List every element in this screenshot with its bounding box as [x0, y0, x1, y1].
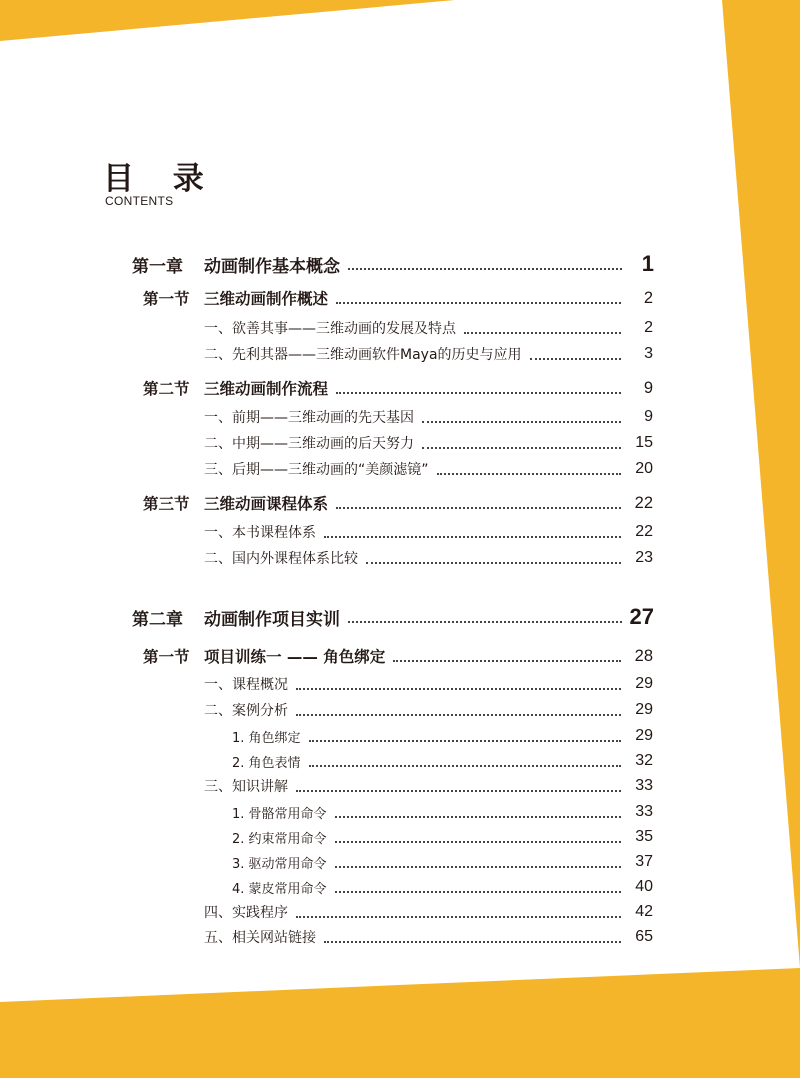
section-number: 第二节 — [143, 380, 190, 398]
toc-entry-item — [204, 405, 653, 429]
dot-leader — [348, 268, 622, 270]
section-number: 第一节 — [143, 648, 190, 666]
section-title: 三维动画制作概述 — [204, 290, 329, 308]
page-number: 29 — [635, 727, 653, 744]
dot-leader — [296, 714, 621, 716]
dot-leader — [366, 562, 621, 564]
toc-entry-item — [204, 900, 653, 924]
toc-title: 目 录 — [103, 161, 218, 197]
sub-title: 2. 角色表情 — [232, 755, 301, 771]
page-number: 22 — [635, 523, 653, 540]
dot-leader — [296, 790, 621, 792]
section-title: 三维动画课程体系 — [204, 495, 329, 513]
dot-leader — [422, 447, 621, 449]
page-number: 23 — [635, 549, 653, 566]
item-title: 五、相关网站链接 — [204, 930, 316, 946]
dot-leader — [437, 473, 621, 475]
page-number: 33 — [635, 777, 653, 794]
dot-leader — [336, 302, 621, 304]
dot-leader — [335, 891, 621, 893]
toc-entry-section — [143, 644, 653, 668]
item-title: 一、课程概况 — [204, 677, 288, 693]
toc-entry-item — [204, 546, 653, 570]
toc-entry-item — [204, 342, 653, 366]
toc-entry-section — [143, 286, 653, 310]
toc-subtitle: CONTENTS — [105, 194, 174, 208]
toc-entry-sub — [232, 749, 653, 773]
toc-entry-sub — [232, 724, 653, 748]
page-number: 33 — [635, 803, 653, 820]
page-number: 29 — [635, 701, 653, 718]
dot-leader — [348, 621, 622, 623]
chapter-title: 动画制作项目实训 — [204, 609, 340, 630]
dot-leader — [530, 358, 621, 360]
page-number: 42 — [635, 903, 653, 920]
dot-leader — [422, 421, 621, 423]
chapter-number: 第二章 — [132, 609, 183, 630]
page-number: 20 — [635, 460, 653, 477]
page-number: 37 — [635, 853, 653, 870]
page-number: 15 — [635, 434, 653, 451]
page-number: 29 — [635, 675, 653, 692]
dot-leader — [296, 916, 621, 918]
sub-title: 1. 角色绑定 — [232, 730, 301, 746]
dot-leader — [393, 660, 621, 662]
toc-entry-sub — [232, 850, 653, 874]
dot-leader — [324, 941, 621, 943]
sub-title: 3. 驱动常用命令 — [232, 856, 327, 872]
page-number: 2 — [643, 288, 653, 307]
chapter-number: 第一章 — [132, 256, 183, 277]
page-number: 40 — [635, 878, 653, 895]
sub-title: 2. 约束常用命令 — [232, 831, 327, 847]
dot-leader — [336, 392, 621, 394]
toc-entry-item — [204, 925, 653, 949]
toc-entry-item — [204, 431, 653, 455]
page-number: 3 — [644, 345, 653, 362]
toc-entry-chapter — [132, 252, 654, 276]
page-number: 22 — [634, 493, 653, 512]
dot-leader — [335, 816, 621, 818]
dot-leader — [296, 688, 621, 690]
toc-entry-item — [204, 520, 653, 544]
section-number: 第一节 — [143, 290, 190, 308]
section-title: 三维动画制作流程 — [204, 380, 329, 398]
sub-title: 1. 骨骼常用命令 — [232, 806, 327, 822]
dot-leader — [309, 765, 621, 767]
toc-entry-item — [204, 672, 653, 696]
chapter-title: 动画制作基本概念 — [204, 256, 340, 277]
toc-entry-item — [204, 698, 653, 722]
section-title: 项目训练一 —— 角色绑定 — [204, 648, 386, 666]
dot-leader — [464, 332, 621, 334]
toc-entry-section — [143, 491, 653, 515]
toc-entry-sub — [232, 875, 653, 899]
item-title: 四、实践程序 — [204, 905, 288, 921]
item-title: 三、后期——三维动画的“美颜滤镜” — [204, 462, 429, 478]
item-title: 二、案例分析 — [204, 703, 288, 719]
dot-leader — [335, 841, 621, 843]
item-title: 一、本书课程体系 — [204, 525, 316, 541]
sub-title: 4. 蒙皮常用命令 — [232, 881, 327, 897]
page-number: 27 — [629, 604, 654, 629]
page-number: 65 — [635, 928, 653, 945]
item-title: 二、先利其器——三维动画软件Maya的历史与应用 — [204, 347, 522, 363]
page-number: 1 — [641, 251, 654, 276]
toc-entry-sub — [232, 825, 653, 849]
page-number: 9 — [644, 408, 653, 425]
page-number: 28 — [634, 646, 653, 665]
page-number: 35 — [635, 828, 653, 845]
page-number: 9 — [643, 378, 653, 397]
item-title: 三、知识讲解 — [204, 779, 288, 795]
toc-entry-section — [143, 376, 653, 400]
item-title: 一、欲善其事——三维动画的发展及特点 — [204, 321, 456, 337]
toc-entry-sub — [232, 800, 653, 824]
toc-entry-item — [204, 316, 653, 340]
dot-leader — [335, 866, 621, 868]
dot-leader — [324, 536, 621, 538]
dot-leader — [309, 740, 621, 742]
toc-entry-item — [204, 457, 653, 481]
section-number: 第三节 — [143, 495, 190, 513]
item-title: 二、中期——三维动画的后天努力 — [204, 436, 414, 452]
toc-entry-chapter — [132, 605, 654, 629]
item-title: 一、前期——三维动画的先天基因 — [204, 410, 414, 426]
page-number: 2 — [644, 319, 653, 336]
dot-leader — [336, 507, 621, 509]
toc-entry-item — [204, 774, 653, 798]
page-number: 32 — [635, 752, 653, 769]
item-title: 二、国内外课程体系比较 — [204, 551, 358, 567]
